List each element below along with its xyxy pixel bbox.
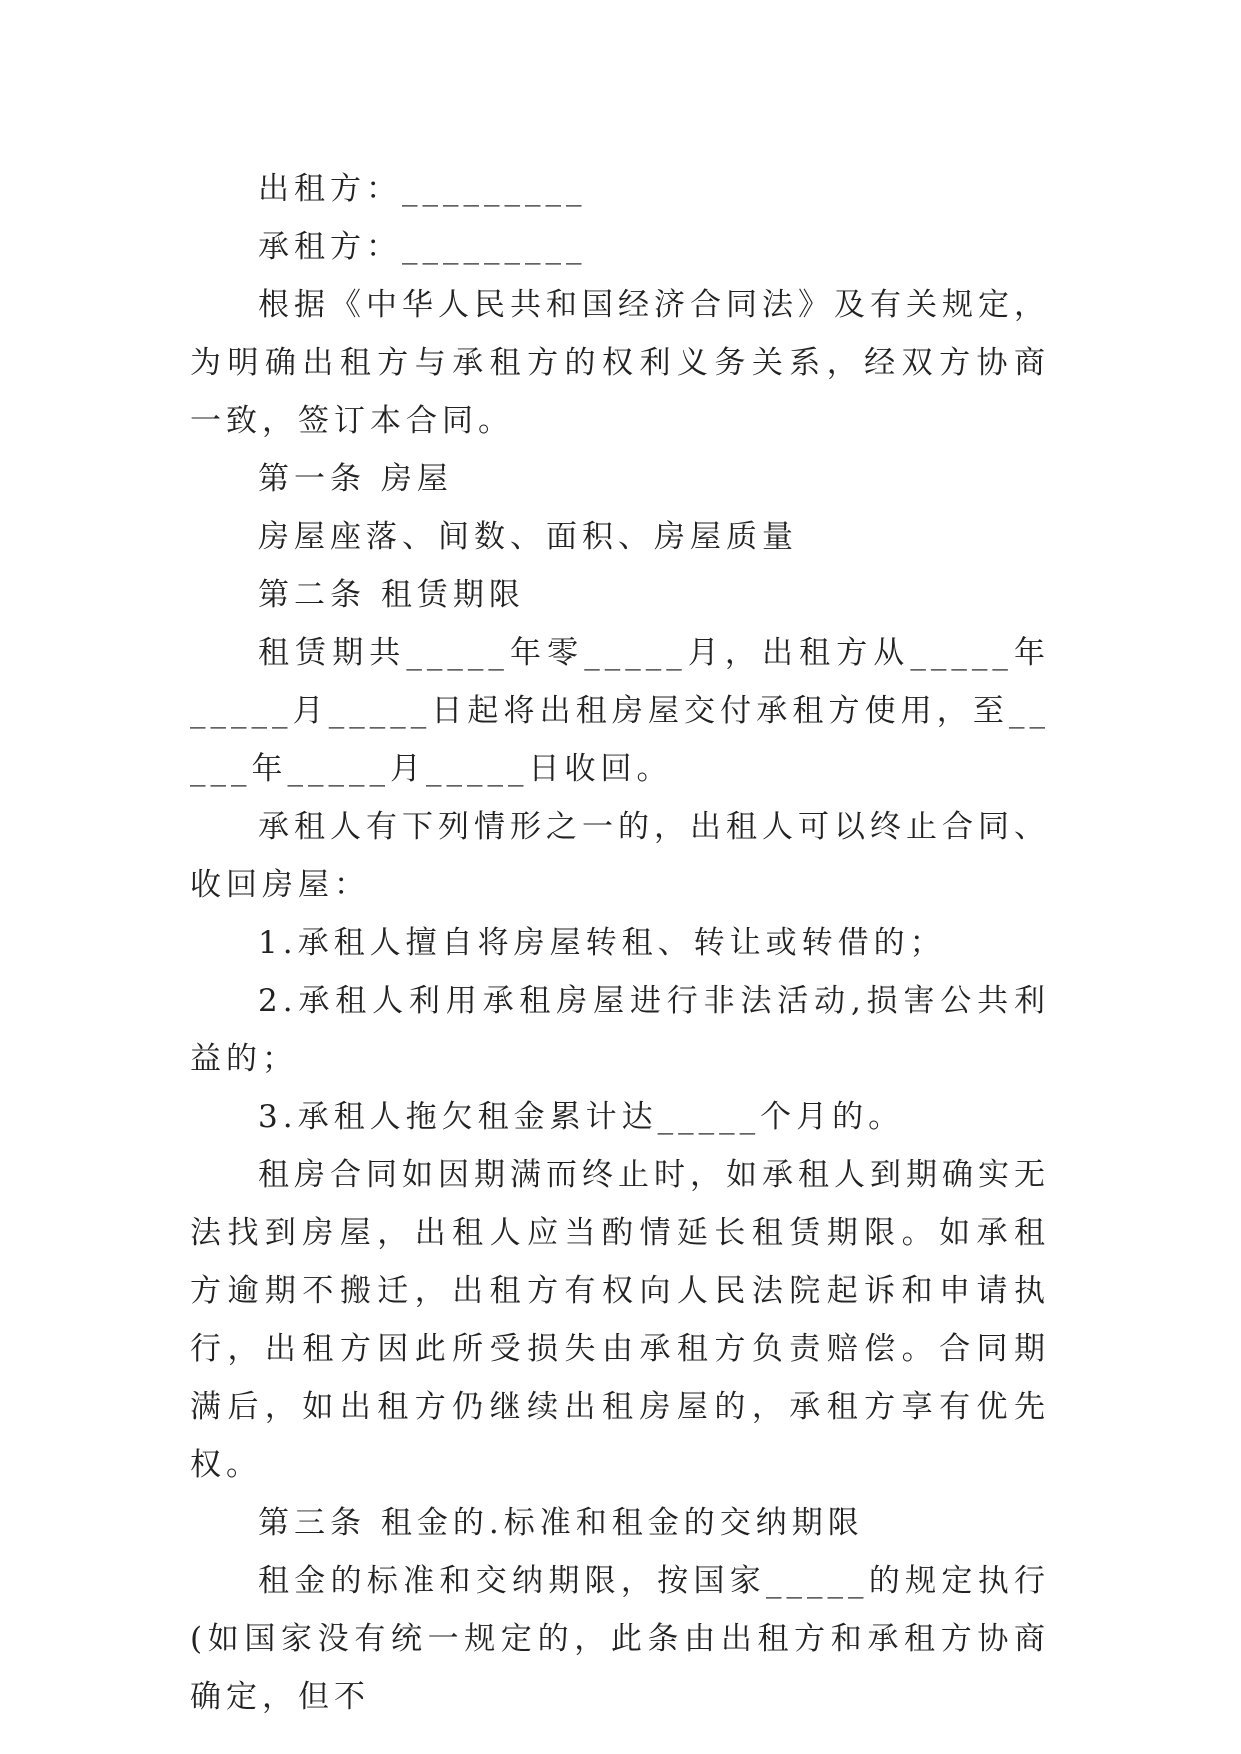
lessor-line: 出租方：_________ [258,171,587,207]
article-1-body: 房屋座落、间数、面积、房屋质量 [258,519,798,555]
termination-item-1: 1.承租人擅自将房屋转租、转让或转借的； [258,925,946,961]
expiry-paragraph: 租房合同如因期满而终止时，如承租人到期确实无法找到房屋，出租人应当酌情延长租赁期限。如承租方逾期不搬迁，出租方有权向人民法院起诉和申请执行，出租方因此所受损失由承租方负责赔偿。合同期满后，如出租方仍继续出租房屋的，承租方享有优先权。 [190,1157,1050,1483]
lease-term-paragraph: 租赁期共_____年零_____月，出租方从_____年_____月_____日起将出租房屋交付承租方使用，至_____年_____月_____日收回。 [190,635,1050,787]
termination-intro-paragraph: 承租人有下列情形之一的，出租人可以终止合同、收回房屋： [190,809,1050,903]
preamble-paragraph: 根据《中华人民共和国经济合同法》及有关规定，为明确出租方与承租方的权利义务关系，经双方协商一致，签订本合同。 [190,287,1050,439]
termination-item-3: 3.承租人拖欠租金累计达_____个月的。 [258,1099,905,1135]
document-body [190,160,1050,1726]
article-3-heading: 第三条 租金的.标准和租金的交纳期限 [258,1505,864,1541]
lessee-line: 承租方：_________ [258,229,587,265]
article-1-heading: 第一条 房屋 [258,461,453,497]
rent-standard-paragraph: 租金的标准和交纳期限，按国家_____的规定执行(如国家没有统一规定的，此条由出租方和承租方协商确定，但不 [190,1563,1050,1715]
termination-item-2: 2.承租人利用承租房屋进行非法活动,损害公共利益的； [190,983,1050,1077]
article-2-heading: 第二条 租赁期限 [258,577,525,613]
